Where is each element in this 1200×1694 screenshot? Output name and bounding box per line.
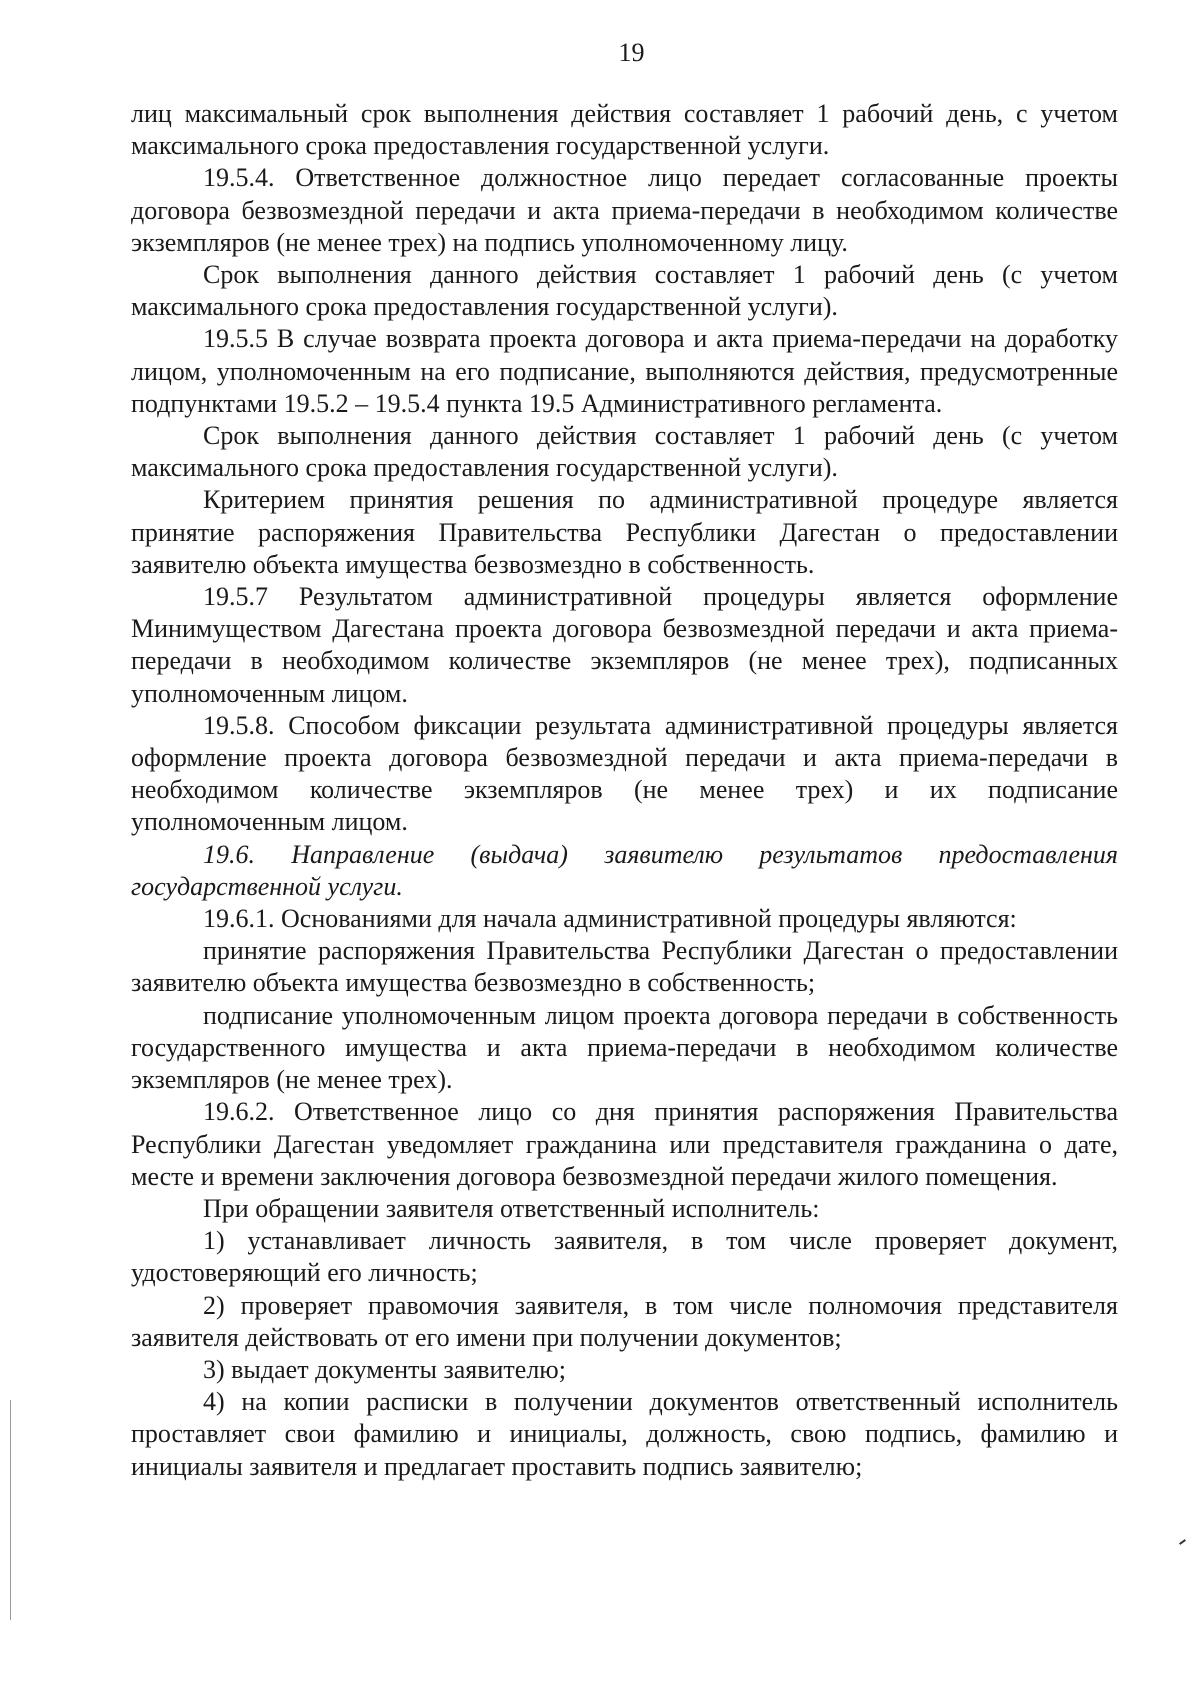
- paragraph-executor-intro: При обращении заявителя ответственный исполнитель:: [203, 1193, 820, 1223]
- paragraph-basis-1: принятие распоряжения Правительства Республики Дагестан о предоставлении заявителю объекта имущества безвозмездно в собственность;: [131, 936, 1118, 998]
- list-item-4: 4) на копии расписки в получении документов ответственный исполнитель проставляет свои фамилию и инициалы, должность, свою подпись, фамилию и инициалы заявителя и предлагает проставить подпись заявителю;: [131, 1387, 1118, 1481]
- paragraph-continuation: лиц максимальный срок выполнения действия составляет 1 рабочий день, с учетом максимального срока предоставления государственной услуги.: [131, 99, 1118, 161]
- paragraph-19-5-7: 19.5.7 Результатом административной процедуры является оформление Минимуществом Дагестана проекта договора безвозмездной передачи и акта приема-передачи в необходимом количестве экземпляров (не менее трех), подписанных уполномоченным лицом.: [131, 582, 1118, 708]
- document-body: [131, 98, 1118, 1483]
- list-item-2: 2) проверяет правомочия заявителя, в том числе полномочия представителя заявителя действовать от его имени при получении документов;: [131, 1290, 1118, 1352]
- paragraph-19-6-1: 19.6.1. Основаниями для начала административной процедуры являются:: [203, 904, 1017, 934]
- paragraph-deadline-2: Срок выполнения данного действия составляет 1 рабочий день (с учетом максимального срока предоставления государственной услуги).: [131, 421, 1118, 483]
- scan-edge-line: [10, 1400, 11, 1620]
- paragraph-19-5-8: 19.5.8. Способом фиксации результата административной процедуры является оформление проекта договора безвозмездной передачи и акта приема-передачи в необходимом количестве экземпляров (не менее трех) и их подписание уполномоченным лицом.: [131, 710, 1118, 837]
- paragraph-19-5-4: 19.5.4. Ответственное должностное лицо передает согласованные проекты договора безвозмездной передачи и акта приема-передачи в необходимом количестве экземпляров (не менее трех) на подпись уполномоченному лицу.: [131, 163, 1118, 257]
- paragraph-deadline-1: Срок выполнения данного действия составляет 1 рабочий день (с учетом максимального срока предоставления государственной услуги).: [131, 260, 1118, 322]
- paragraph-criterion: Критерием принятия решения по административной процедуре является принятие распоряжения Правительства Республики Дагестан о предоставлении заявителю объекта имущества безвозмездно в собственность.: [131, 485, 1118, 579]
- paragraph-19-6-2: 19.6.2. Ответственное лицо со дня принятия распоряжения Правительства Республики Дагестан уведомляет гражданина или представителя гражданина о дате, месте и времени заключения договора безвозмездной передачи жилого помещения.: [131, 1097, 1118, 1191]
- paragraph-basis-2: подписание уполномоченным лицом проекта договора передачи в собственность государственного имущества и акта приема-передачи в необходимом количестве экземпляров (не менее трех).: [131, 1000, 1118, 1095]
- paragraph-19-5-5: 19.5.5 В случае возврата проекта договора и акта приема-передачи на доработку лицом, уполномоченным на его подписание, выполняются действия, предусмотренные подпунктами 19.5.2 – 19.5.4 пункта 19.5 Административного регламента.: [131, 324, 1118, 418]
- page-number: 19: [618, 38, 645, 67]
- list-item-3: 3) выдает документы заявителю;: [203, 1354, 566, 1384]
- list-item-1: 1) устанавливает личность заявителя, в том числе проверяет документ, удостоверяющий его личность;: [131, 1226, 1118, 1288]
- section-heading-19-6: 19.6. Направление (выдача) заявителю результатов предоставления государственной услуги.: [131, 839, 1118, 901]
- scan-mark: [1179, 1539, 1186, 1545]
